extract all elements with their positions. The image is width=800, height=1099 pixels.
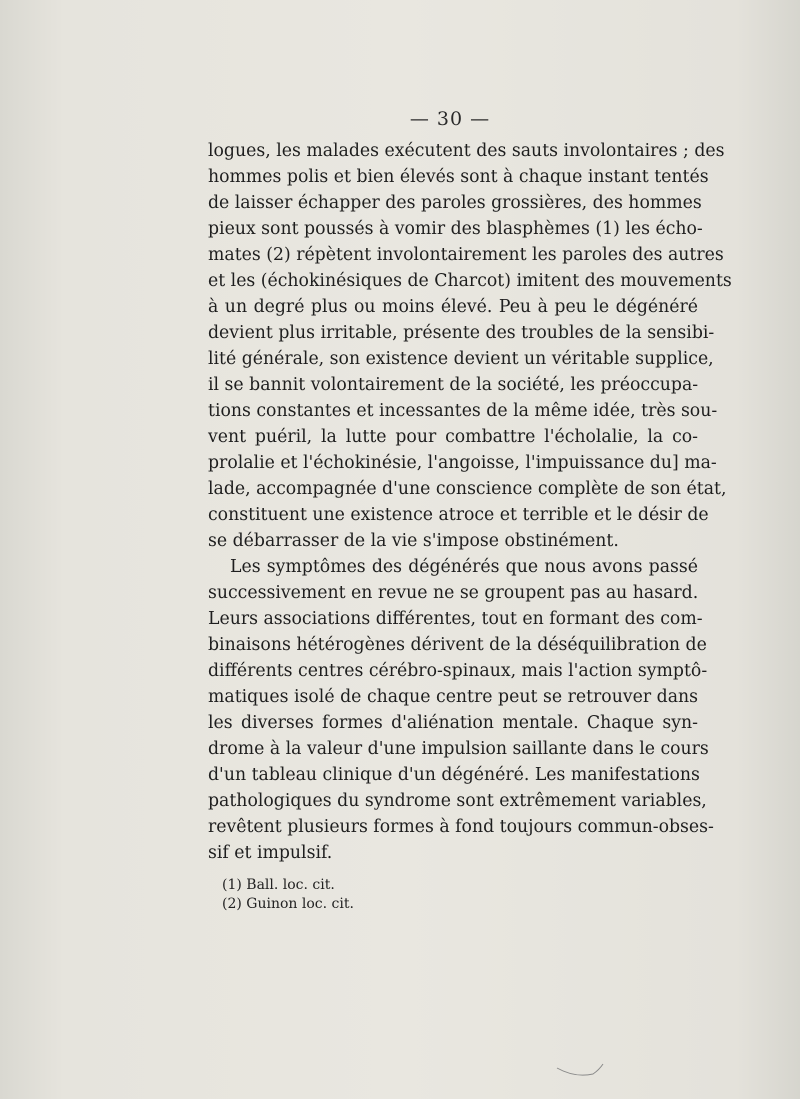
text-line: matiques isolé de chaque centre peut se retrouver dans: [208, 687, 698, 707]
text-line: drome à la valeur d'une impulsion saillante dans le cours: [208, 739, 709, 759]
text-line: devient plus irritable, présente des troubles de la sensibi-: [208, 323, 715, 343]
body-text: [208, 138, 732, 866]
text-line: d'un tableau clinique d'un dégénéré. Les manifestations: [208, 765, 700, 785]
text-line: binaisons hétérogènes dérivent de la déséquilibration de: [208, 635, 707, 655]
text-line: de laisser échapper des paroles grossières, des hommes: [208, 193, 702, 213]
text-line: pathologiques du syndrome sont extrêmement variables,: [208, 791, 707, 811]
text-line: logues, les malades exécutent des sauts involontaires ; des: [208, 141, 725, 161]
pencil-mark: [555, 1062, 605, 1082]
text-line: prolalie et l'échokinésie, l'angoisse, l'impuissance du] ma-: [208, 453, 717, 473]
paragraph-1: [208, 138, 732, 554]
footnotes: [222, 876, 354, 914]
text-line: sif et impulsif.: [208, 843, 333, 863]
text-line: lade, accompagnée d'une conscience complète de son état,: [208, 479, 727, 499]
text-line: Les symptômes des dégénérés que nous avons passé: [230, 557, 698, 577]
text-line: lité générale, son existence devient un véritable supplice,: [208, 349, 714, 369]
text-line: les diverses formes d'aliénation mentale. Chaque syn-: [208, 713, 698, 733]
text-line: pieux sont poussés à vomir des blasphèmes (1) les écho-: [208, 219, 703, 239]
text-line: se débarrasser de la vie s'impose obstinément.: [208, 531, 619, 551]
page-number: — 30 —: [409, 108, 491, 130]
text-line: et les (échokinésiques de Charcot) imitent des mouvements: [208, 271, 732, 291]
text-line: revêtent plusieurs formes à fond toujours commun-obses-: [208, 817, 714, 837]
text-line: constituent une existence atroce et terrible et le désir de: [208, 505, 709, 525]
text-line: Leurs associations différentes, tout en formant des com-: [208, 609, 703, 629]
text-line: hommes polis et bien élevés sont à chaque instant tentés: [208, 167, 709, 187]
text-line: mates (2) répètent involontairement les paroles des autres: [208, 245, 724, 265]
text-line: différents centres cérébro-spinaux, mais l'action symptô-: [208, 661, 708, 681]
footnote: (2) Guinon loc. cit.: [222, 896, 354, 912]
footnote: (1) Ball. loc. cit.: [222, 877, 335, 893]
text-line: à un degré plus ou moins élevé. Peu à peu le dégénéré: [208, 297, 698, 317]
text-line: successivement en revue ne se groupent pas au hasard.: [208, 583, 699, 603]
paragraph-2: [208, 554, 714, 866]
text-line: il se bannit volontairement de la société, les préoccupa-: [208, 375, 699, 395]
text-line: vent puéril, la lutte pour combattre l'écholalie, la co-: [208, 427, 698, 447]
text-line: tions constantes et incessantes de la même idée, très sou-: [208, 401, 718, 421]
